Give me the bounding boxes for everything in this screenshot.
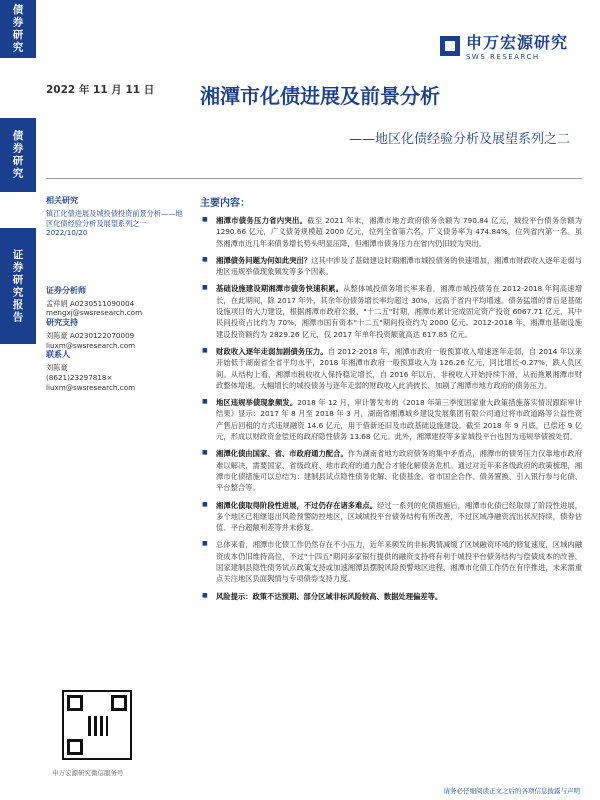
report-title: 湘潭市化债进展及前景分析 — [200, 84, 440, 108]
bullet-item: ■ 财政收入逐年走弱加剧债务压力。自 2012-2018 年，湘潭市政府一般预算收入增速逐年走弱，自 2014 年以来开始低于湖南省全省平均水平，2018 年湘潭市政府一般预算收入为 126.26 亿元，同比增长-0.27%，跌入负区间。从结构上看，湘潭市税收收入保持稳定增长，自 2016 年以后，非税收入开始持续下滑，从而拖累湘潭市财政整体增速。大幅增长的城投债务与逐年走弱的财政收入此消彼长，加剧了湘潭市地方政府的债务压力。 — [200, 346, 582, 391]
qr-code-icon — [62, 690, 132, 760]
analyst-line: 孟祥娟 A0230511090004 — [46, 298, 135, 308]
divider — [46, 178, 582, 179]
contact-head: 联系人 — [46, 350, 70, 360]
bullet-item: ■ 风险提示：政策不达预期、部分区域非标风险较高、数据处理偏差等。 — [200, 591, 582, 602]
contact-name: 刘陈豪 — [46, 363, 68, 373]
related-link[interactable]: 镇江化债进展及城投债投资前景分析——地区化债经验分析及展望系列之一 — [46, 208, 183, 228]
bullet-item: ■ 地区违规举债现象频发。2018 年 12 月，审计署发布的《2018 年第三季度国家重大政策措施落实情况跟踪审计结果》显示：2017 年 8 月至 2018 年 3 月，湖南省湘潭城乡建设发展集团有限公司通过将市政道路等公益性资产售后回租的方式违规融资 14.6 亿元，用于借新还旧及市政基础设施建设。截至 2018 年 9 月底，已偿还 9 亿元，形成以财政资金偿还的政府隐性债务 13.68 亿元。此外，湘潭建投等多家城投平台也因为违规举债被处罚。 — [200, 397, 582, 442]
report-date: 2022 年 11 月 11 日 — [46, 84, 155, 96]
left-bar — [0, 0, 36, 800]
bullet-item: ■ 总体来看，湘潭市化债工作仍然存在不小压力，近年来频发的非标舆情减缓了区域融资环境的修复速度，区域内融资成本仍旧维持高位，不过"十四五"期间多家银行提供的融资支持将有利于城投平台债务结构与偿债成本的改善，国家建制县隐性债务试点政策支持或加速湘潭县摆脱风险预警地区进程，湘潭市化债工作仍在有序推进，未来需重点关注地区负面舆情与专项债券支持力度。 — [200, 539, 582, 584]
related-head: 相关研究 — [46, 196, 78, 205]
bullet-item: ■ 湘潭债务问题为何如此突出？这其中涉及了基础建设时期湘潭市城投债务的快速增加，湘潭市财政收入逐年走弱与地区违规举债现象频发等多个因素。 — [200, 255, 582, 278]
side-tab-2: 债券研究 — [0, 118, 36, 192]
side-tab-1: 债券研究 — [0, 0, 36, 58]
main-content — [200, 194, 582, 608]
bullet-item: ■ 湘潭化债取得阶段性进展，不过仍存在诸多难点。经过一系列的化债措施后，湘潭市化债已经取得了阶段性进展，多个地区已相继退出风险预警防控地区，区域城投平台债务结构有所改善，不过区域净融资流出状况持续，债券估值、平台超额利差等并未修复。 — [200, 500, 582, 534]
logo-en: SWS RESEARCH — [465, 53, 540, 61]
related-date: 2022/10/20 — [46, 228, 88, 238]
bullet-item: ■ 基础设施建设期湘潭市债务快速积累。从整体城投债务增长率来看，湘潭市城投债务在 2012-2018 年间高速增长，在此期间，除 2017 年外，其余年份债务增长率均超过 30%，远高于省内平均增速。债务猛增的背后是基础设施项目的大力建设，根据湘潭市政府公报，"十二五"时期，湘潭市累计完成固定资产投资 6067.71 亿元，其中民间投资占比约为 70%，湘潭市国有资本"十二五"期间投资约为 2000 亿元。2012-2018 年，湘潭市基础设施建设投资额约为 2829.26 亿元，仅 2017 年单年投资额就高达 617.85 亿元。 — [200, 283, 582, 339]
side-tab-3: 证券研究报告 — [0, 228, 36, 344]
contact-email[interactable]: liuxm@swsresearch.com — [46, 382, 136, 392]
support-head: 研究支持 — [46, 318, 78, 328]
qr-caption: 申万宏源研究微信服务号 — [52, 769, 124, 777]
footer-note: 请务必仔细阅读正文之后的各项信息披露与声明 — [443, 787, 580, 795]
sidebar — [46, 196, 184, 392]
support-line: 刘陈豪 A0230122070009 — [46, 330, 135, 340]
support-email[interactable]: liuxm@swsresearch.com — [46, 340, 136, 350]
bullet-item: ■ 湘潭化债由国家、省、市政府通力配合。作为湖南省地方政府债务的集中矛盾点，湘潭市的债务压力仅靠地市政府难以解决，需要国家、省级政府、地市政府的通力配合才能化解债务危机。通过对近年来各级政府的政策梳理，湘潭市化债措施可以总结为：建制县试点隐性债务化解、化债基金、省市国企合作、债务置换、引入银行参与化债、平台整合等。 — [200, 448, 582, 493]
contact-phone: (8621)23297818× — [46, 372, 113, 382]
analyst-email[interactable]: mengxj@swsresearch.com — [46, 308, 143, 318]
main-heading: 主要内容： — [200, 198, 250, 209]
bullet-item: ■ 湘潭市债务压力省内突出。截至 2021 年末，湘潭市地方政府债务余额为 790.84 亿元，城投平台债务余额为 1290.66 亿元，广义债务规模超 2000 亿元，位列全省第六名，广义债务率为 474.84%，位列省内第一名。虽然湘潭市近几年来债务增长势头明显压降，但湘潭市债务压力在省内仍旧较为突出。 — [200, 215, 582, 249]
analyst-head: 证券分析师 — [46, 285, 86, 295]
report-subtitle: ——地区化债经验分析及展望系列之二 — [348, 132, 570, 147]
logo-mark-icon — [440, 36, 460, 56]
brand-logo — [440, 30, 568, 61]
logo-cn: 申万宏源研究 — [465, 33, 568, 52]
